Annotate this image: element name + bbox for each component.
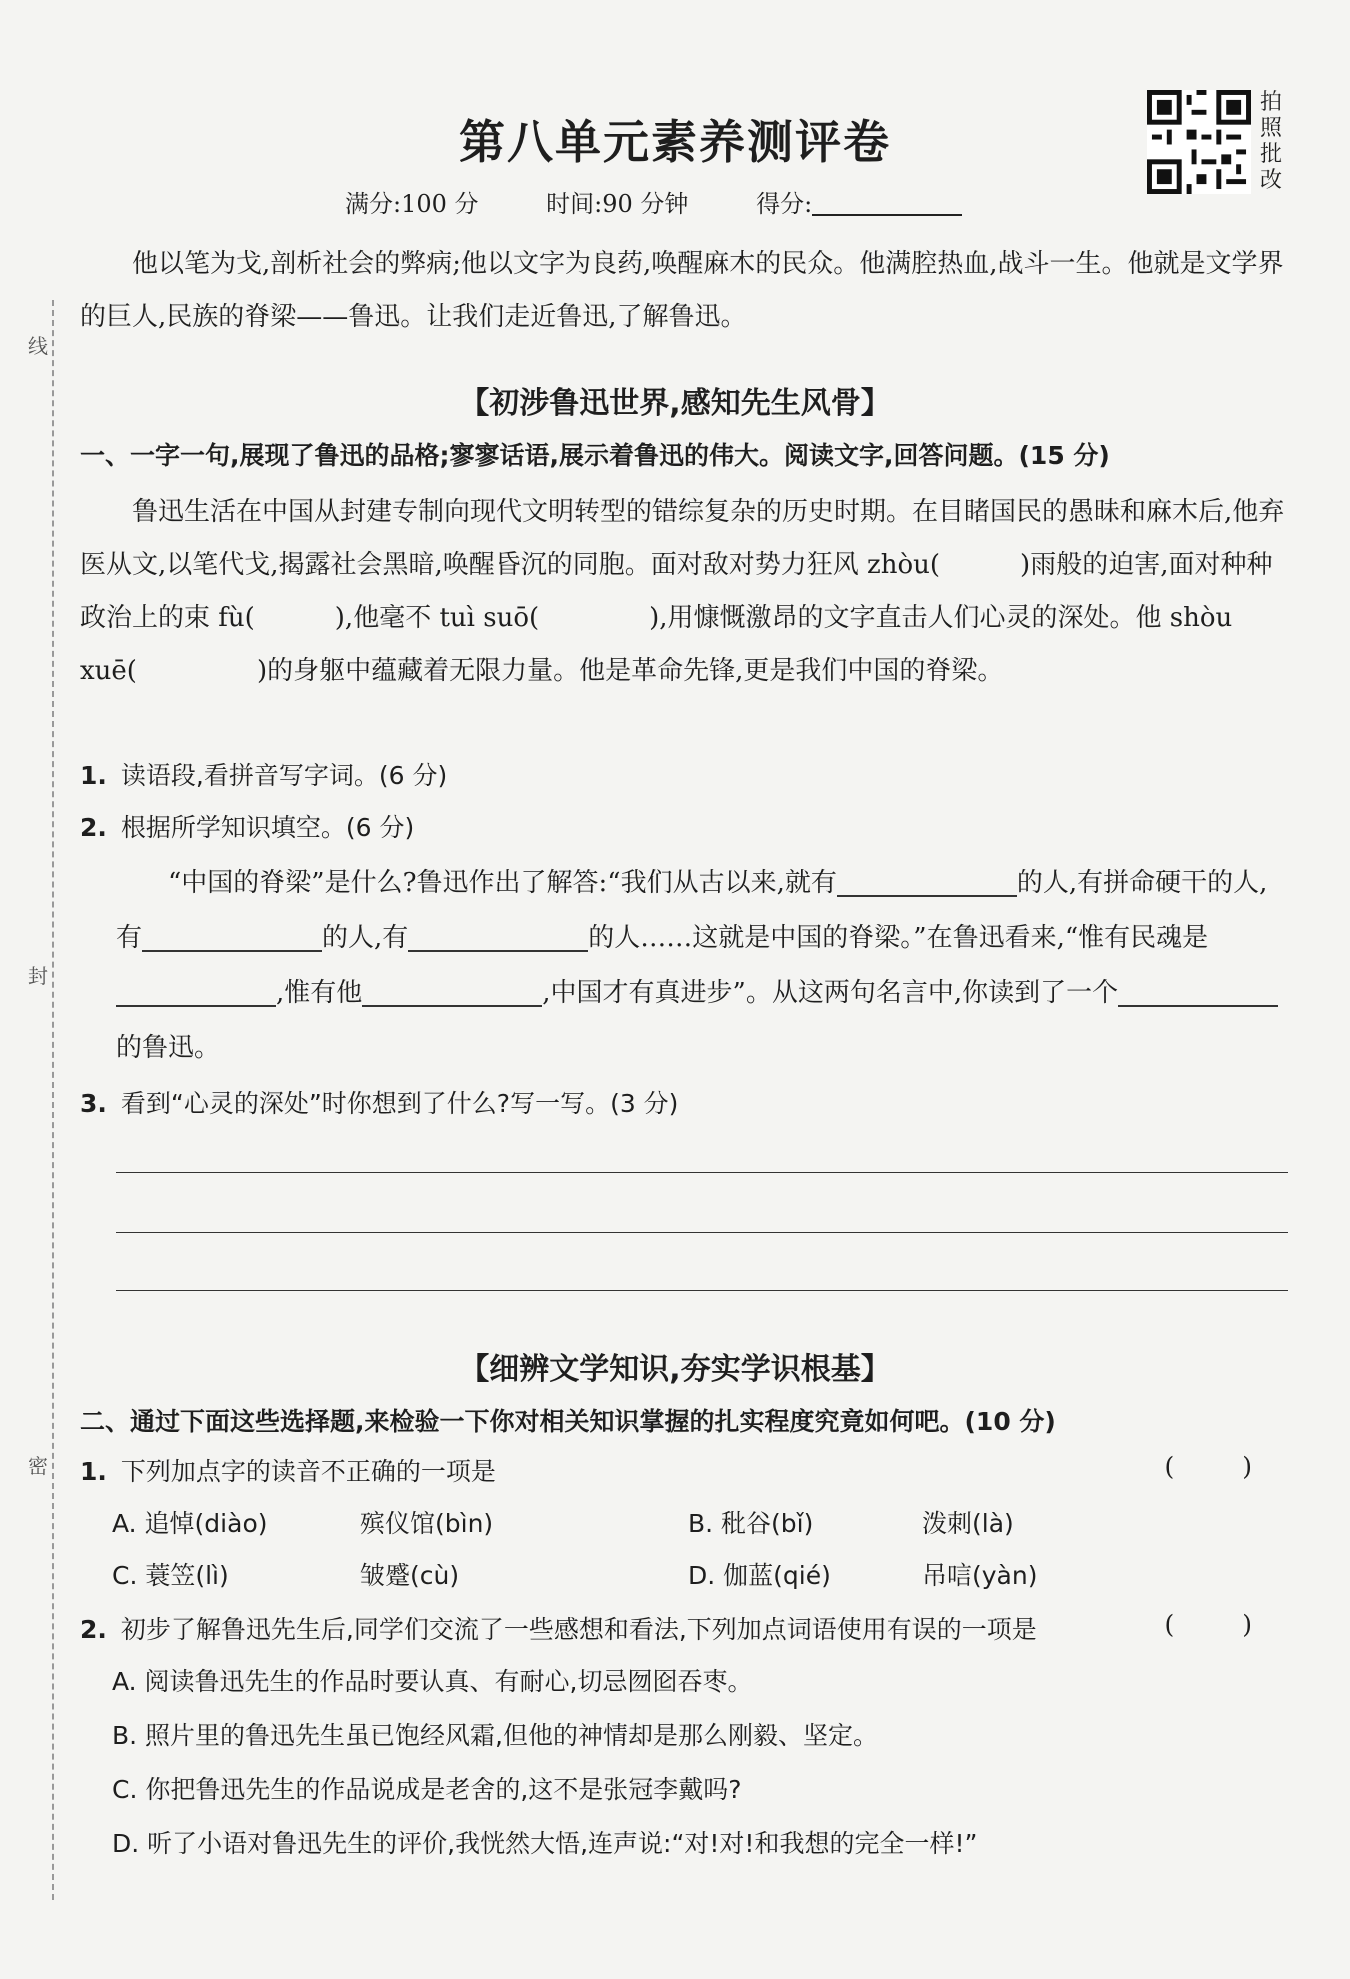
score-blank[interactable] bbox=[812, 214, 962, 216]
section1-passage bbox=[80, 486, 1288, 698]
s1-q1-text: 读语段,看拼音写字词。(6 分) bbox=[120, 761, 448, 790]
time-limit: 时间:90 分钟 bbox=[546, 190, 689, 218]
side-mark-secret: 密 bbox=[28, 1454, 48, 1478]
q2-text-3: 的人,有 bbox=[322, 923, 409, 953]
q2-blank-1[interactable] bbox=[837, 869, 1017, 897]
s2-q2-option-b[interactable]: B. 照片里的鲁迅先生虽已饱经风霜,但他的神情却是那么刚毅、坚定。 bbox=[112, 1721, 878, 1750]
passage-part-4: ),用慷慨激昂的文字直击人们心灵的深处。他 shòu xuē( bbox=[80, 603, 1233, 686]
answer-line-2[interactable] bbox=[116, 1232, 1288, 1233]
full-score: 满分:100 分 bbox=[345, 190, 479, 218]
s2-question-1 bbox=[80, 1452, 496, 1488]
s1-q2-fill-text bbox=[116, 856, 1288, 1076]
s2-q2-text: 初步了解鲁迅先生后,同学们交流了一些感想和看法,下列加点词语使用有误的一项是 bbox=[120, 1615, 1037, 1644]
q2-blank-3[interactable] bbox=[408, 924, 588, 952]
s2-q2-answer-paren[interactable]: ( ) bbox=[1164, 1610, 1282, 1639]
s1-q3-number: 3. bbox=[80, 1089, 107, 1118]
s2-q1-option-d2: 吊唁(yàn) bbox=[922, 1561, 1038, 1590]
s2-q2-option-c[interactable]: C. 你把鲁迅先生的作品说成是老舍的,这不是张冠李戴吗? bbox=[112, 1775, 742, 1804]
binding-dashed-line bbox=[52, 300, 54, 1900]
passage-part-5: )的身躯中蕴藏着无限力量。他是革命先锋,更是我们中国的脊梁。 bbox=[256, 656, 1004, 686]
passage-part-2: )雨般的迫害,面对种种政治上的束 fù( bbox=[80, 550, 1273, 633]
exam-meta bbox=[345, 184, 962, 219]
q2-text-7: 的鲁迅。 bbox=[116, 1033, 221, 1063]
q2-text-1: “中国的脊梁”是什么?鲁迅作出了解答:“我们从古以来,就有 bbox=[168, 868, 837, 898]
q2-blank-4[interactable] bbox=[116, 979, 276, 1007]
s2-q2-number: 2. bbox=[80, 1615, 107, 1644]
s1-question-2 bbox=[80, 808, 414, 844]
s1-q3-text: 看到“心灵的深处”时你想到了什么?写一写。(3 分) bbox=[120, 1089, 679, 1118]
qr-code-icon[interactable] bbox=[1147, 90, 1251, 194]
s2-q1-option-d1[interactable]: D. 伽蓝(qié) bbox=[688, 1561, 831, 1590]
s1-q2-text: 根据所学知识填空。(6 分) bbox=[120, 813, 415, 842]
score-label: 得分: bbox=[756, 190, 813, 218]
s2-q1-option-c1[interactable]: C. 蓑笠(lì) bbox=[112, 1561, 229, 1590]
s2-q1-option-a1[interactable]: A. 追悼(diào) bbox=[112, 1509, 268, 1538]
q2-text-6: ,中国才有真进步”。从这两句名言中,你读到了一个 bbox=[542, 978, 1119, 1008]
passage-part-3: ),他毫不 tuì suō( bbox=[334, 603, 540, 633]
s2-question-2 bbox=[80, 1610, 1240, 1646]
s2-q2-option-a[interactable]: A. 阅读鲁迅先生的作品时要认真、有耐心,切忌囫囵吞枣。 bbox=[112, 1667, 753, 1696]
section1-title: 【初涉鲁迅世界,感知先生风骨】 bbox=[459, 386, 891, 421]
s2-q1-number: 1. bbox=[80, 1457, 107, 1486]
s2-q1-text: 下列加点字的读音不正确的一项是 bbox=[120, 1457, 496, 1486]
q2-blank-5[interactable] bbox=[362, 979, 542, 1007]
q2-blank-2[interactable] bbox=[142, 924, 322, 952]
s1-q1-number: 1. bbox=[80, 761, 107, 790]
s1-question-1 bbox=[80, 756, 447, 792]
q2-blank-6[interactable] bbox=[1118, 979, 1278, 1007]
s2-q2-option-d[interactable]: D. 听了小语对鲁迅先生的评价,我恍然大悟,连声说:“对!对!和我想的完全一样!” bbox=[112, 1829, 978, 1858]
s2-q1-option-c2: 皱蹙(cù) bbox=[360, 1561, 460, 1590]
qr-label: 拍照批改 bbox=[1260, 90, 1283, 193]
q2-text-2: 的人,有拼命硬干的人,有 bbox=[116, 868, 1268, 953]
answer-line-3[interactable] bbox=[116, 1290, 1288, 1291]
passage-part-1: 鲁迅生活在中国从封建专制向现代文明转型的错综复杂的历史时期。在目睹国民的愚昧和麻木后,他弃医从文,以笔代戈,揭露社会黑暗,唤醒昏沉的同胞。面对敌对势力狂风 zhòu( bbox=[80, 497, 1285, 580]
intro-paragraph: 他以笔为戈,剖析社会的弊病;他以文字为良药,唤醒麻木的民众。他满腔热血,战斗一生。他就是文学界的巨人,民族的脊梁——鲁迅。让我们走近鲁迅,了解鲁迅。 bbox=[80, 249, 1284, 332]
answer-line-1[interactable] bbox=[116, 1172, 1288, 1173]
s2-q1-option-b2: 泼刺(là) bbox=[922, 1509, 1014, 1538]
s2-q1-option-b1[interactable]: B. 秕谷(bǐ) bbox=[688, 1509, 814, 1538]
s2-q1-option-a2: 殡仪馆(bìn) bbox=[360, 1509, 494, 1538]
q2-text-5: ,惟有他 bbox=[276, 978, 363, 1008]
section2-title: 【细辨文学知识,夯实学识根基】 bbox=[459, 1352, 891, 1387]
q2-text-4: 的人……这就是中国的脊梁。”在鲁迅看来,“惟有民魂是 bbox=[588, 923, 1209, 953]
section1-heading: 一、一字一句,展现了鲁迅的品格;寥寥话语,展示着鲁迅的伟大。阅读文字,回答问题。(15 分) bbox=[80, 441, 1110, 470]
s2-q1-answer-paren[interactable]: ( ) bbox=[1164, 1452, 1282, 1481]
section2-heading: 二、通过下面这些选择题,来检验一下你对相关知识掌握的扎实程度究竟如何吧。(10 分) bbox=[80, 1407, 1056, 1436]
s1-q2-number: 2. bbox=[80, 813, 107, 842]
page-title: 第八单元素养测评卷 bbox=[459, 115, 891, 169]
side-mark-seal: 封 bbox=[28, 964, 48, 988]
side-mark-line: 线 bbox=[28, 334, 48, 358]
s1-question-3 bbox=[80, 1084, 678, 1120]
